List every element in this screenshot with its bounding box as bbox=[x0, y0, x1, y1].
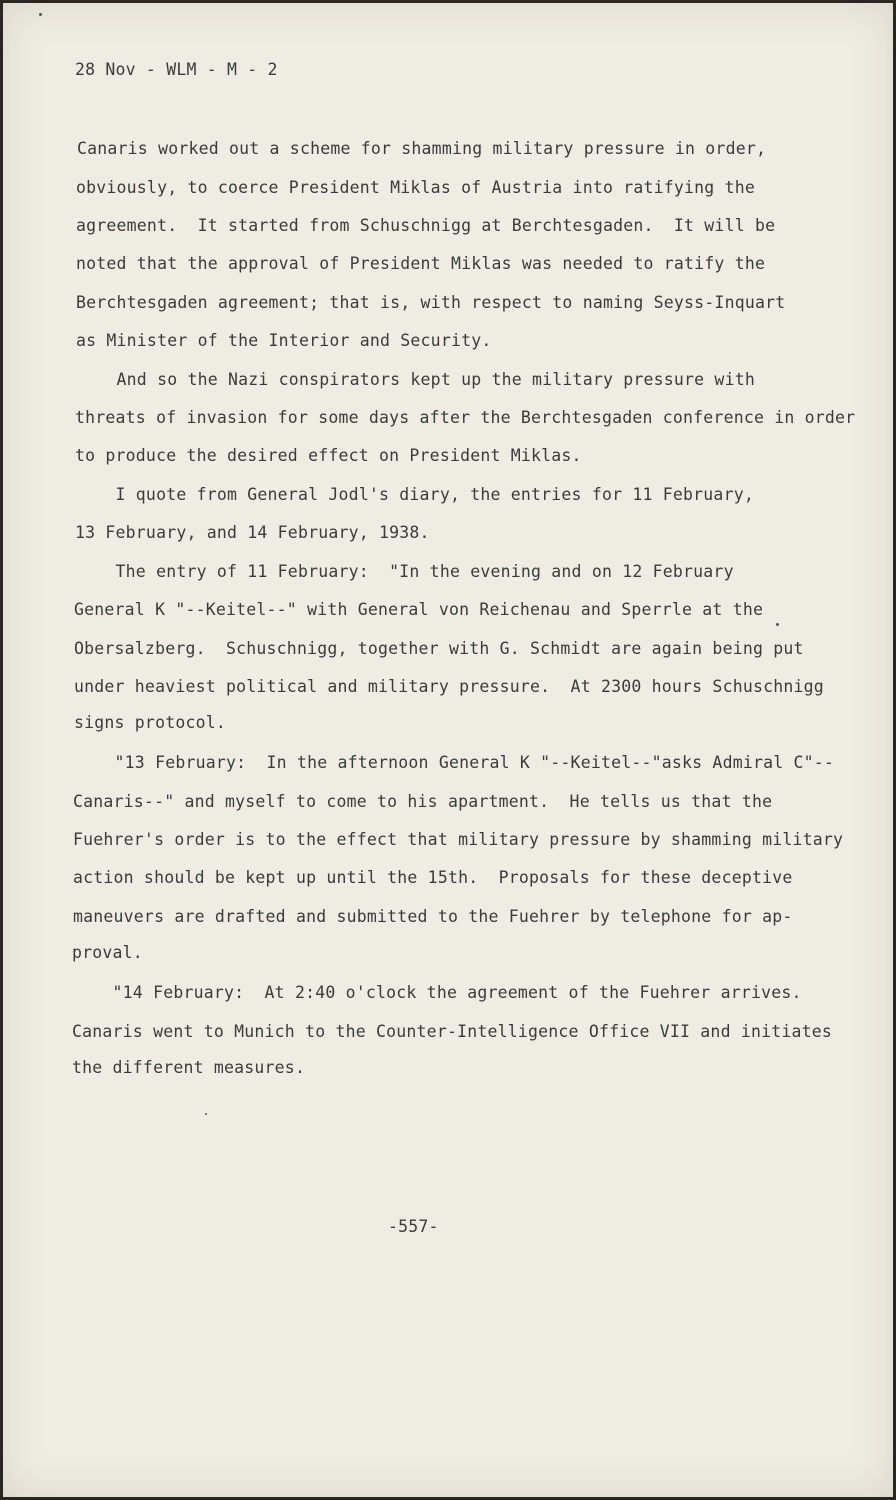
body-line: proval. bbox=[72, 943, 143, 962]
body-line: Canaris--" and myself to come to his apartment. He tells us that the bbox=[73, 792, 773, 811]
body-line: as Minister of the Interior and Security. bbox=[76, 331, 492, 350]
body-line: I quote from General Jodl's diary, the entries for 11 February, bbox=[75, 485, 754, 504]
body-line: "14 February: At 2:40 o'clock the agreement of the Fuehrer arrives. bbox=[72, 983, 802, 1002]
paper-speck bbox=[205, 1113, 207, 1115]
paper-speck bbox=[776, 623, 779, 626]
body-line: And so the Nazi conspirators kept up the military pressure with bbox=[76, 370, 755, 389]
body-line: Fuehrer's order is to the effect that military pressure by shamming military bbox=[73, 830, 844, 849]
body-line: Obersalzberg. Schuschnigg, together with G. Schmidt are again being put bbox=[74, 639, 804, 658]
body-line: Canaris went to Munich to the Counter-Intelligence Office VII and initiates bbox=[72, 1022, 833, 1041]
body-line: maneuvers are drafted and submitted to the Fuehrer by telephone for ap- bbox=[73, 907, 793, 926]
body-line: to produce the desired effect on President Miklas. bbox=[75, 446, 582, 465]
page-number: -557- bbox=[388, 1217, 439, 1236]
body-line: obviously, to coerce President Miklas of Austria into ratifying the bbox=[76, 178, 755, 197]
body-line: "13 February: In the afternoon General K "--Keitel--"asks Admiral C"-- bbox=[74, 753, 835, 772]
body-line: Canaris worked out a scheme for shamming military pressure in order, bbox=[77, 139, 767, 158]
page-header: 28 Nov - WLM - M - 2 bbox=[75, 60, 278, 79]
body-line: the different measures. bbox=[72, 1058, 306, 1077]
body-line: agreement. It started from Schuschnigg at Berchtesgaden. It will be bbox=[76, 216, 776, 235]
body-line: noted that the approval of President Miklas was needed to ratify the bbox=[76, 254, 766, 273]
body-line: 13 February, and 14 February, 1938. bbox=[75, 523, 430, 542]
body-line: threats of invasion for some days after the Berchtesgaden conference in order bbox=[75, 408, 856, 427]
body-line: Berchtesgaden agreement; that is, with respect to naming Seyss-Inquart bbox=[76, 293, 786, 312]
document-page bbox=[3, 3, 893, 1497]
body-line: The entry of 11 February: "In the evening and on 12 February bbox=[75, 562, 734, 581]
body-line: action should be kept up until the 15th. Proposals for these deceptive bbox=[73, 868, 793, 887]
body-line: signs protocol. bbox=[74, 713, 227, 732]
body-line: General K "--Keitel--" with General von Reichenau and Sperrle at the bbox=[74, 600, 764, 619]
paper-speck bbox=[39, 13, 42, 16]
body-line: under heaviest political and military pressure. At 2300 hours Schuschnigg bbox=[74, 677, 824, 696]
